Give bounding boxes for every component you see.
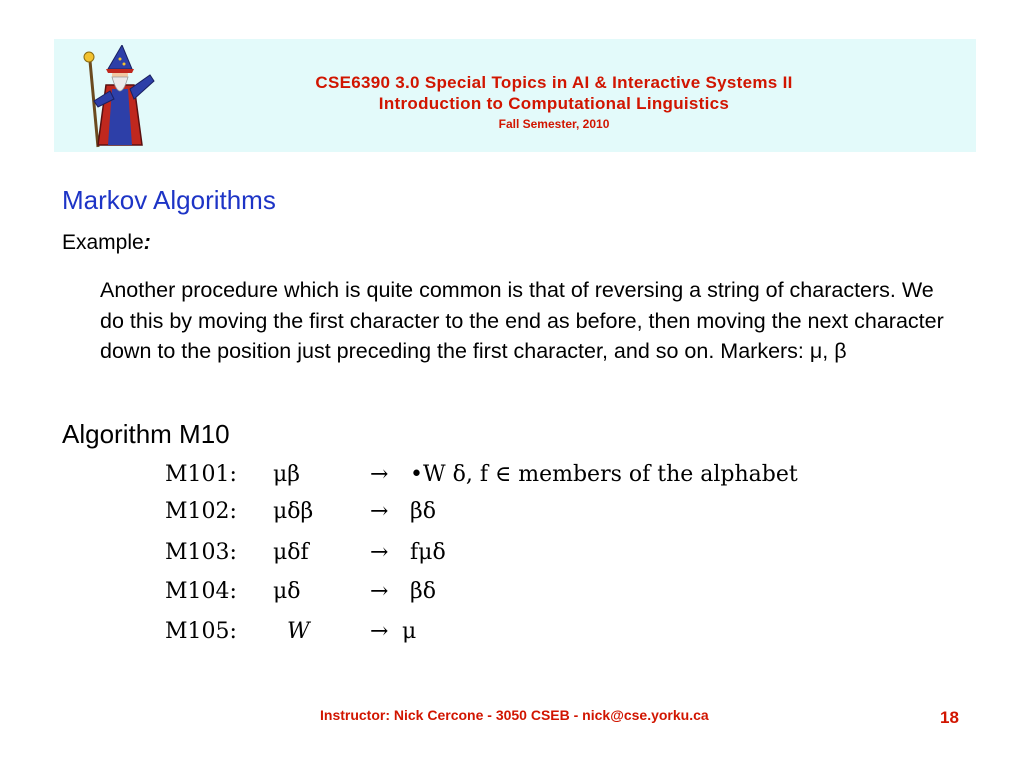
slide-header	[54, 39, 976, 152]
algorithm-title: Algorithm M10	[62, 419, 230, 449]
rule-label: M105:	[165, 619, 237, 644]
rule-arrow: →	[370, 462, 389, 487]
page-number: 18	[940, 708, 959, 727]
footer-instructor: Instructor: Nick Cercone - 3050 CSEB - nick@cse.yorku.ca	[320, 707, 709, 723]
rule-lhs: μδf	[273, 540, 309, 565]
rule-arrow: →	[370, 579, 389, 604]
rule-arrow: →	[370, 499, 389, 524]
example-label: Example	[62, 231, 144, 254]
slide-title: Markov Algorithms	[62, 185, 276, 215]
rule-lhs: μδ	[273, 579, 301, 604]
course-subtitle: Introduction to Computational Linguistics	[378, 94, 730, 113]
rule-label: M102:	[165, 499, 237, 524]
example-heading	[62, 231, 151, 255]
rule-lhs: W	[287, 619, 310, 644]
rule-lhs: μδβ	[273, 499, 314, 524]
example-colon: :	[143, 231, 151, 254]
rule-label: M101:	[165, 462, 237, 487]
course-semester: Fall Semester, 2010	[498, 117, 610, 131]
rule-rhs: βδ	[410, 579, 436, 604]
rule-lhs: μβ	[273, 462, 301, 487]
rule-rhs: fμδ	[410, 540, 446, 565]
rule-label: M104:	[165, 579, 237, 604]
rule-rhs: βδ	[410, 499, 436, 524]
rule-arrow: →	[370, 540, 389, 565]
example-paragraph: Another procedure which is quite common is that of reversing a string of characters. We do this by moving the first character to the end as before, then moving the next character down to the position just preceding the first character, and so on. Markers: μ, β	[100, 278, 944, 363]
rule-rhs: μ	[402, 619, 417, 644]
wizard-icon	[76, 45, 158, 149]
rule-rhs: •W δ, f ∈ members of the alphabet	[410, 462, 798, 487]
rule-arrow: →	[370, 619, 389, 644]
rule-label: M103:	[165, 540, 237, 565]
course-title: CSE6390 3.0 Special Topics in AI & Interactive Systems II	[315, 73, 793, 92]
